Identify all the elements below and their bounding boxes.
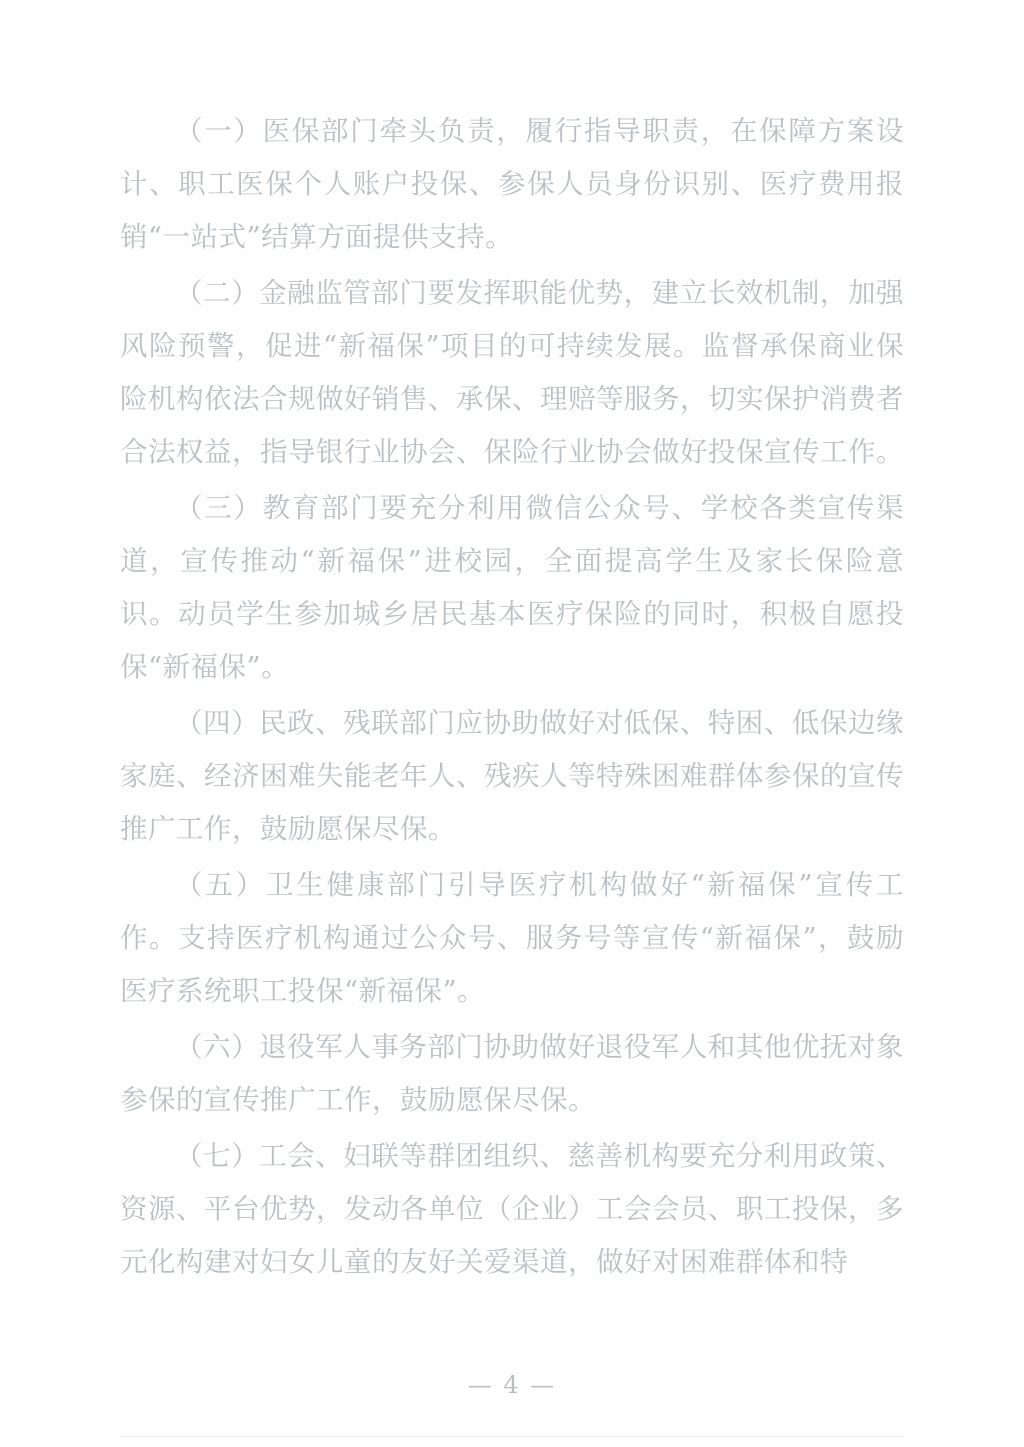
paragraph-1: （一）医保部门牵头负责，履行指导职责，在保障方案设计、职工医保个人账户投保、参保人员身份识别、医疗费用报销“一站式”结算方面提供支持。	[120, 115, 904, 253]
paragraph-4: （四）民政、残联部门应协助做好对低保、特困、低保边缘家庭、经济困难失能老年人、残疾人等特殊困难群体参保的宣传推广工作，鼓励愿保尽保。	[120, 707, 904, 845]
document-body	[120, 105, 904, 1289]
footer-divider	[120, 1436, 904, 1437]
page-number: — 4 —	[467, 1371, 557, 1399]
paragraph-5: （五）卫生健康部门引导医疗机构做好“新福保”宣传工作。支持医疗机构通过公众号、服务号等宣传“新福保”，鼓励医疗系统职工投保“新福保”。	[120, 869, 904, 1007]
paragraph-2: （二）金融监管部门要发挥职能优势，建立长效机制，加强风险预警，促进“新福保”项目的可持续发展。监督承保商业保险机构依法合规做好销售、承保、理赔等服务，切实保护消费者合法权益，指导银行业协会、保险行业协会做好投保宣传工作。	[120, 277, 904, 468]
paragraph-7: （七）工会、妇联等群团组织、慈善机构要充分利用政策、资源、平台优势，发动各单位（企业）工会会员、职工投保，多元化构建对妇女儿童的友好关爱渠道，做好对困难群体和特	[120, 1140, 904, 1278]
paragraph-6: （六）退役军人事务部门协助做好退役军人和其他优抚对象参保的宣传推广工作，鼓励愿保尽保。	[120, 1031, 904, 1116]
paragraph-3: （三）教育部门要充分利用微信公众号、学校各类宣传渠道，宣传推动“新福保”进校园，全面提高学生及家长保险意识。动员学生参加城乡居民基本医疗保险的同时，积极自愿投保“新福保”。	[120, 492, 904, 683]
